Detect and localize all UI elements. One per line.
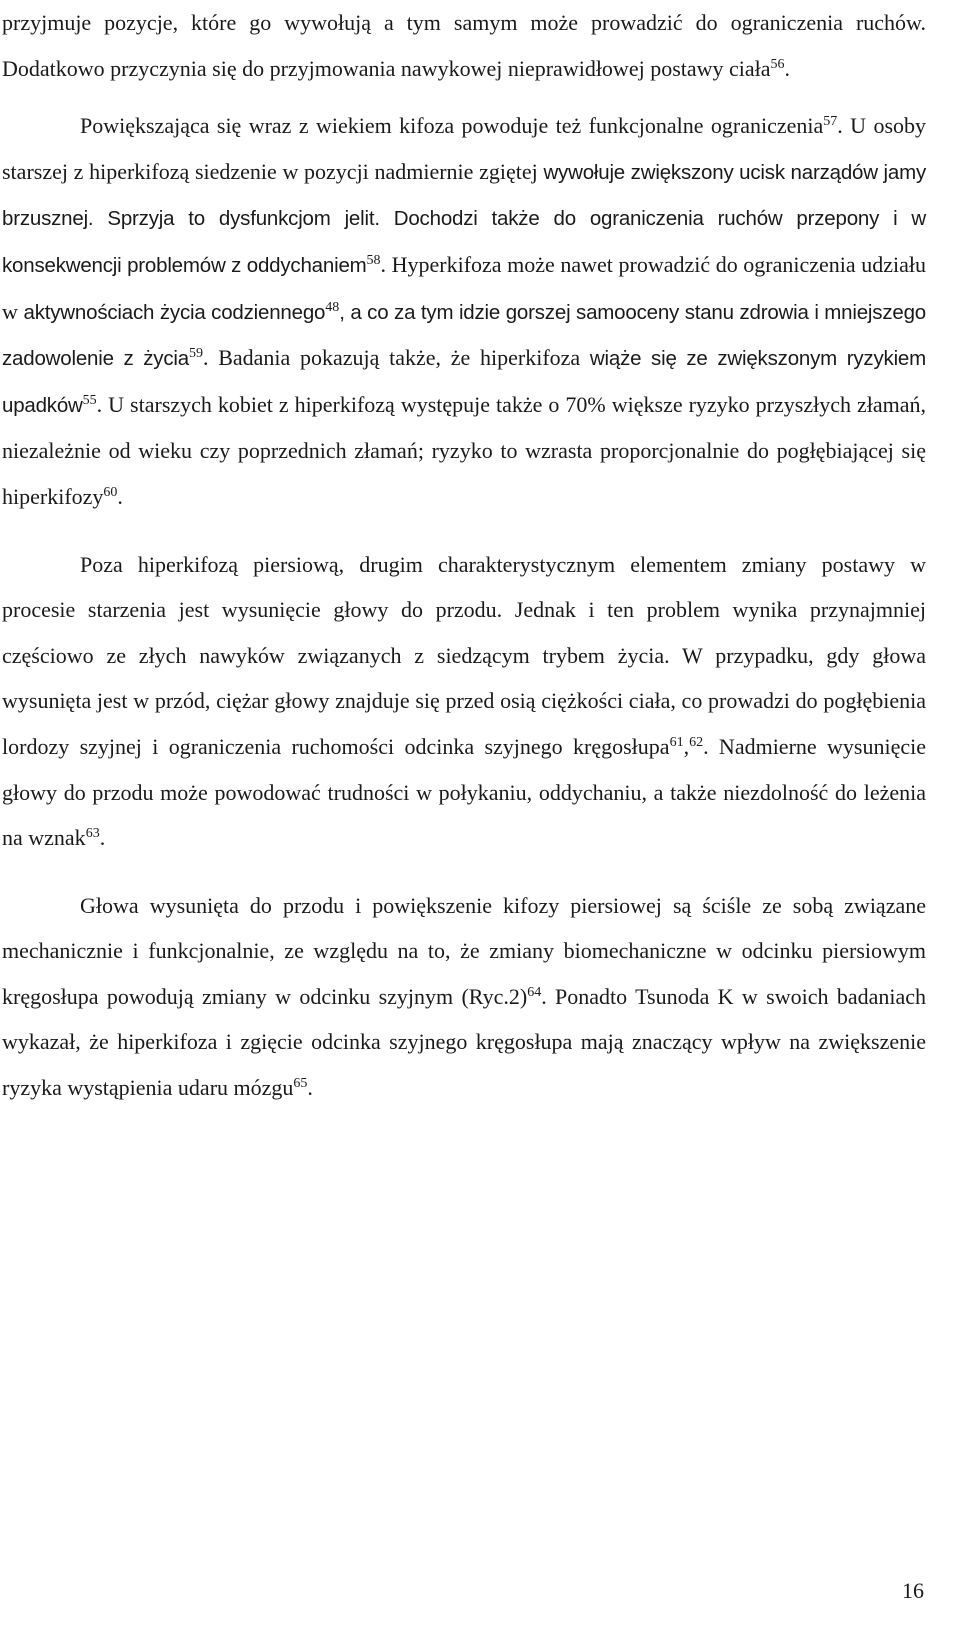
text-run: . (117, 483, 123, 509)
footnote-ref: 62 (689, 734, 704, 750)
paragraph-1 (2, 0, 926, 91)
text-run: . U osoby starszej z hiperkifozą siedzenie w pozycji nadmiernie zgiętej (2, 113, 927, 184)
footnote-ref: 59 (188, 346, 203, 362)
footnote-ref: 65 (293, 1076, 308, 1092)
text-run: Poza hiperkifozą piersiową, drugim charakterystycznym elementem zmiany postawy w procesie starzenia jest wysunięcie głowy do przodu. Jednak i ten problem wynika przynajmniej częściowo ze złych nawyków związanych z siedzącym trybem życia. W przypadku, gdy głowa wysunięta jest w przód, ciężar głowy znajduje się przed osią ciężkości ciała, co prowadzi do pogłębienia lordozy szyjnej i ograniczenia ruchomości odcinka szyjnego kręgosłupa (2, 551, 926, 759)
text-run: . U starszych kobiet z hiperkifozą występuje także o 70% większe ryzyko przyszłych złamań, niezależnie od wieku czy poprzednich złamań; ryzyko to wzrasta proporcjonalnie do pogłębiającej się hiperkifozy (2, 391, 926, 509)
footnote-ref: 64 (527, 984, 542, 1000)
footnote-ref: 63 (85, 826, 100, 842)
footnote-ref: 61 (669, 734, 684, 750)
text-run: . Badania pokazują także, że hiperkifoza (202, 345, 590, 371)
paragraph-3 (2, 542, 926, 861)
paragraph-4 (2, 883, 926, 1111)
paragraph-gap (2, 861, 926, 883)
footnote-ref: 55 (82, 392, 97, 408)
text-run: wiąże się ze zwiększonym ryzykiem upadków (2, 347, 926, 417)
page-number: 16 (902, 1578, 924, 1603)
text-run: , (683, 733, 690, 759)
text-run: Głowa wysunięta do przodu i powiększenie kifozy piersiowej są ściśle ze sobą związane mechanicznie i funkcjonalnie, ze względu na to, że zmiany biomechaniczne w odcinku piersiowym kręgosłupa powodują zmiany w odcinku szyjnym (Ryc.2) (2, 892, 926, 1009)
text-run: . Hyperkifoza może nawet prowadzić do ograniczenia udziału w (2, 251, 926, 324)
document-page (2, 0, 926, 1111)
footnote-ref: 58 (366, 252, 381, 268)
paragraph-gap (2, 91, 926, 103)
text-run: Powiększająca się wraz z wiekiem kifoza powoduje też funkcjonalne ograniczenia (80, 113, 824, 139)
text-run: , a co za tym idzie gorszej samooceny stanu zdrowia i mniejszego zadowolenie z życia (2, 300, 926, 371)
footnote-ref: 56 (770, 56, 785, 72)
text-run: wywołuje zwiększony ucisk narządów jamy brzusznej. Sprzyja to dysfunkcjom jelit. Dochodzi także do ograniczenia ruchów przepony i w konsekwencji problemów z oddychaniem (2, 160, 927, 277)
footnote-ref: 48 (325, 299, 340, 315)
paragraph-gap (2, 520, 926, 542)
footnote-ref: 57 (823, 114, 838, 130)
text-run: . (99, 825, 106, 851)
text-run: . Ponadto Tsunoda K w swoich badaniach wykazał, że hiperkifoza i zgięcie odcinka szyjnego kręgosłupa mają znaczący wpływ na zwiększenie ryzyka wystąpienia udaru mózgu (2, 983, 927, 1101)
text-run: . (784, 55, 791, 81)
text-run: . Nadmierne wysunięcie głowy do przodu może powodować trudności w połykaniu, oddychaniu, a także niezdolność do leżenia na wznak (2, 733, 926, 851)
text-run: przyjmuje pozycje, które go wywołują a tym samym może prowadzić do ograniczenia ruchów. Dodatkowo przyczynia się do przyjmowania nawykowej nieprawidłowej postawy ciała (2, 10, 926, 81)
text-run: . (307, 1075, 313, 1101)
paragraph-2 (2, 103, 926, 519)
text-run: aktywnościach życia codziennego (23, 300, 326, 324)
footnote-ref: 60 (103, 484, 118, 500)
